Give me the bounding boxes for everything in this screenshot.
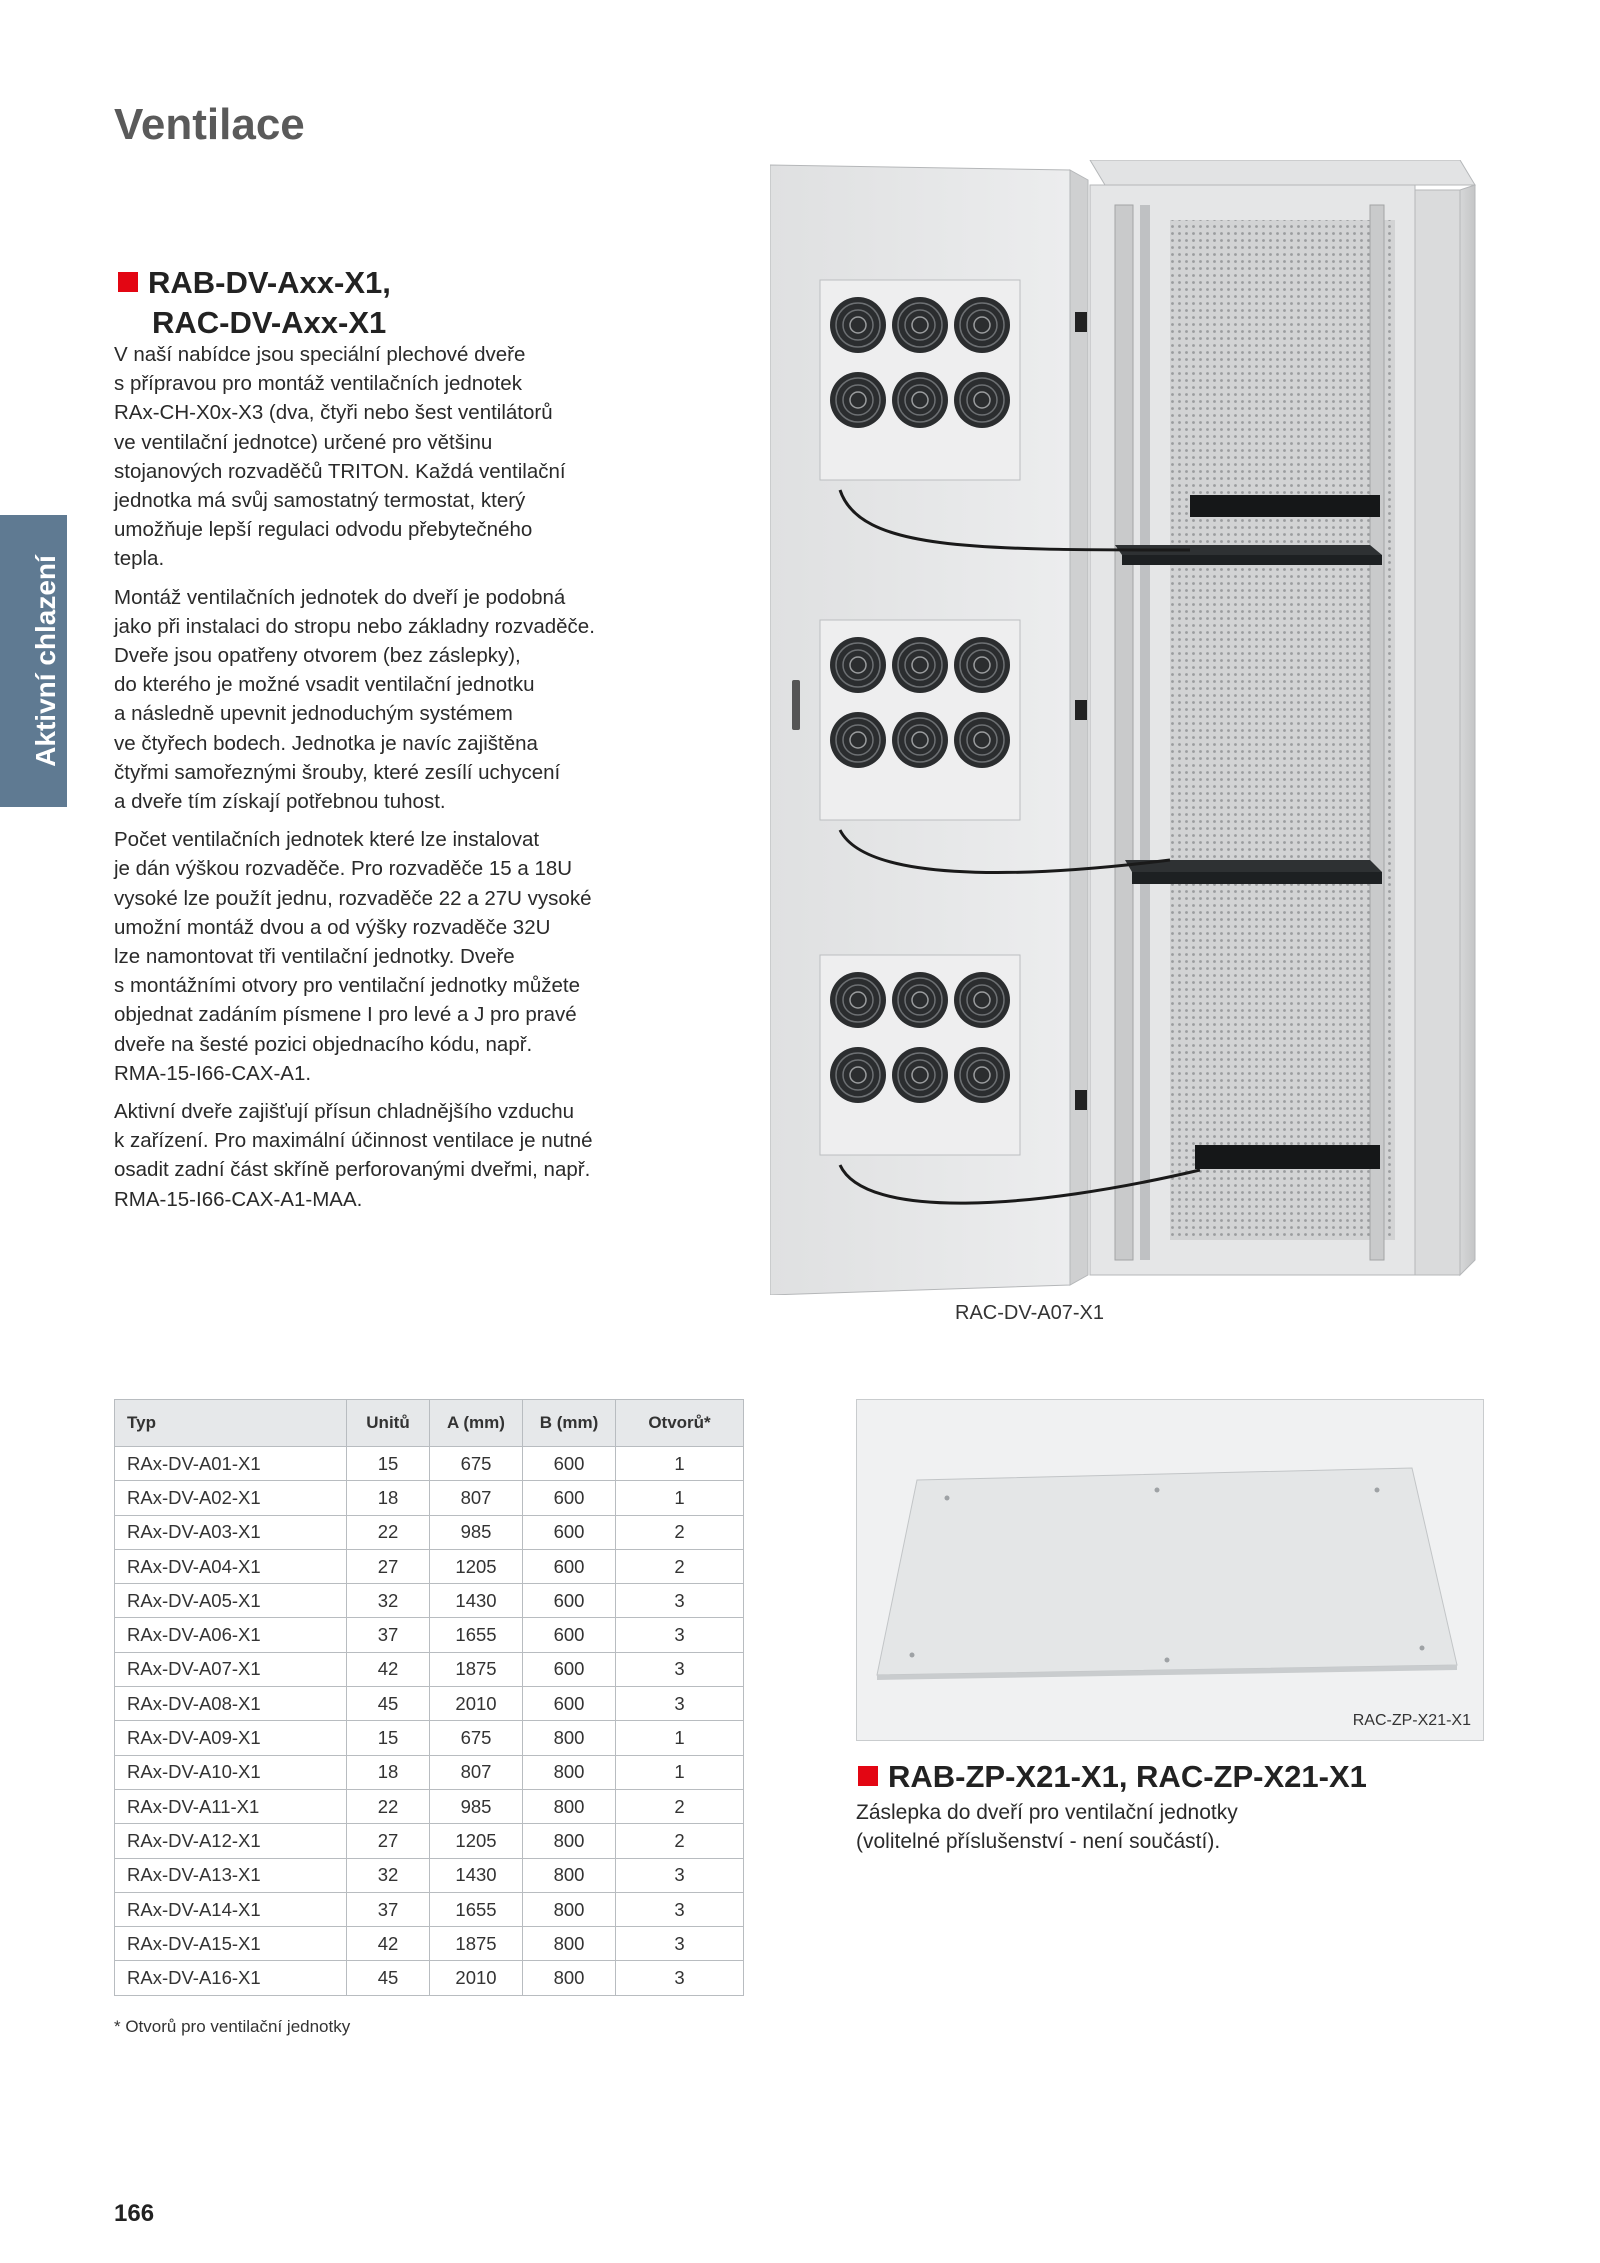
table-cell: RAx-DV-A13-X1 bbox=[115, 1858, 347, 1892]
table-cell: RAx-DV-A06-X1 bbox=[115, 1618, 347, 1652]
paragraph: V naší nabídce jsou speciální plechové dveře s přípravou pro montáž ventilačních jednotek RAx-CH-X0x-X3 (dva, čtyři nebo šest ventilátorů ve ventilační jednotce) určené pro většinu stojanových rozvaděčů TRITON. Každá ventilační jednotka má svůj samostatný termostat, který umožňuje lepší regulaci odvodu přebytečného tepla. bbox=[114, 343, 566, 571]
table-cell: 800 bbox=[523, 1961, 616, 1995]
fan-icon bbox=[954, 1047, 1010, 1103]
table-cell: RAx-DV-A01-X1 bbox=[115, 1447, 347, 1481]
table-cell: 37 bbox=[347, 1618, 430, 1652]
col-header: Typ bbox=[115, 1400, 347, 1447]
fan-icon bbox=[892, 712, 948, 768]
paragraph: Aktivní dveře zajišťují přísun chladnějšího vzduchu k zařízení. Pro maximální účinnost ventilace je nutné osadit zadní část skříně perforovanými dveřmi, např. RMA-15-I66-CAX-A1-MAA. bbox=[114, 1100, 593, 1211]
table-row bbox=[115, 1755, 744, 1789]
table-cell: 985 bbox=[430, 1789, 523, 1823]
blank-plate-heading bbox=[858, 1759, 1367, 1795]
table-cell: 27 bbox=[347, 1824, 430, 1858]
table-cell: 2 bbox=[616, 1789, 744, 1823]
body-text bbox=[114, 340, 654, 1223]
table-row bbox=[115, 1858, 744, 1892]
fan-icon bbox=[830, 972, 886, 1028]
table-cell: 42 bbox=[347, 1927, 430, 1961]
table-row bbox=[115, 1652, 744, 1686]
table-row bbox=[115, 1824, 744, 1858]
section-heading bbox=[118, 263, 391, 343]
table-cell: 45 bbox=[347, 1961, 430, 1995]
fan-icon bbox=[892, 297, 948, 353]
fan-icon bbox=[954, 637, 1010, 693]
red-square-bullet bbox=[118, 272, 138, 292]
table-cell: 800 bbox=[523, 1721, 616, 1755]
fan-icon bbox=[954, 297, 1010, 353]
table-row bbox=[115, 1618, 744, 1652]
table-row bbox=[115, 1927, 744, 1961]
table-cell: RAx-DV-A05-X1 bbox=[115, 1584, 347, 1618]
fan-icon bbox=[830, 712, 886, 768]
blank-plate-heading-text: RAB-ZP-X21-X1, RAC-ZP-X21-X1 bbox=[888, 1759, 1367, 1794]
section-heading-line2: RAC-DV-Axx-X1 bbox=[152, 305, 387, 340]
table-cell: 3 bbox=[616, 1927, 744, 1961]
table-cell: 600 bbox=[523, 1618, 616, 1652]
table-cell: 800 bbox=[523, 1789, 616, 1823]
col-header: B (mm) bbox=[523, 1400, 616, 1447]
table-row bbox=[115, 1584, 744, 1618]
table-cell: 3 bbox=[616, 1687, 744, 1721]
table-cell: 600 bbox=[523, 1652, 616, 1686]
table-cell: 3 bbox=[616, 1618, 744, 1652]
paragraph: Montáž ventilačních jednotek do dveří je podobná jako při instalaci do stropu nebo základny rozvaděče. Dveře jsou opatřeny otvorem (bez záslepky), do kterého je možné vsadit ventilační jednotku a následně upevnit jednoduchým systémem ve čtyřech bodech. Jednotka je navíc zajištěna čtyřmi samořeznými šrouby, které zesílí uchycení a dveře tím získají potřebnou tuhost. bbox=[114, 585, 595, 814]
table-cell: 2 bbox=[616, 1515, 744, 1549]
table-cell: 42 bbox=[347, 1652, 430, 1686]
table-cell: 800 bbox=[523, 1892, 616, 1926]
paragraph: Počet ventilačních jednotek které lze instalovat je dán výškou rozvaděče. Pro rozvaděče 15 a 18U vysoké lze použít jednu, rozvaděče 22 a 27U vysoké umožní montáž dvou a od výšky rozvaděče 32U lze namontovat tři ventilační jednotky. Dveře s montážními otvory pro ventilační jednotky můžete objednat zadáním písmene I pro levé a J pro pravé dveře na šesté pozici objednacího kódu, např. RMA-15-I66-CAX-A1. bbox=[114, 828, 592, 1085]
fan-icon bbox=[954, 372, 1010, 428]
table-cell: 600 bbox=[523, 1447, 616, 1481]
table-cell: 32 bbox=[347, 1584, 430, 1618]
page-number: 166 bbox=[114, 2200, 155, 2227]
table-cell: 1430 bbox=[430, 1584, 523, 1618]
table-cell: 3 bbox=[616, 1892, 744, 1926]
table-cell: 18 bbox=[347, 1755, 430, 1789]
table-cell: 807 bbox=[430, 1755, 523, 1789]
table-cell: 807 bbox=[430, 1481, 523, 1515]
table-cell: 22 bbox=[347, 1515, 430, 1549]
table-cell: 1 bbox=[616, 1755, 744, 1789]
table-row bbox=[115, 1515, 744, 1549]
table-cell: 15 bbox=[347, 1447, 430, 1481]
blank-plate-image bbox=[856, 1399, 1484, 1741]
side-tab-label: Aktivní chlazení bbox=[30, 555, 61, 767]
table-cell: 800 bbox=[523, 1755, 616, 1789]
table-cell: 985 bbox=[430, 1515, 523, 1549]
footnote: * Otvorů pro ventilační jednotky bbox=[114, 2017, 351, 2036]
table-cell: RAx-DV-A16-X1 bbox=[115, 1961, 347, 1995]
fan-icon bbox=[954, 972, 1010, 1028]
table-cell: RAx-DV-A02-X1 bbox=[115, 1481, 347, 1515]
table-cell: 3 bbox=[616, 1858, 744, 1892]
fan-icon bbox=[830, 297, 886, 353]
table-row bbox=[115, 1687, 744, 1721]
table-cell: 27 bbox=[347, 1549, 430, 1583]
fan-icon bbox=[830, 372, 886, 428]
table-cell: 1205 bbox=[430, 1549, 523, 1583]
table-cell: 1655 bbox=[430, 1618, 523, 1652]
section-heading-line1: RAB-DV-Axx-X1, bbox=[148, 265, 391, 300]
table-cell: RAx-DV-A09-X1 bbox=[115, 1721, 347, 1755]
table-cell: 1 bbox=[616, 1721, 744, 1755]
table-cell: 600 bbox=[523, 1549, 616, 1583]
table-cell: 600 bbox=[523, 1687, 616, 1721]
table-cell: 1430 bbox=[430, 1858, 523, 1892]
table-cell: 1 bbox=[616, 1447, 744, 1481]
table-cell: 600 bbox=[523, 1584, 616, 1618]
table-cell: 32 bbox=[347, 1858, 430, 1892]
table-cell: 800 bbox=[523, 1824, 616, 1858]
table-row bbox=[115, 1721, 744, 1755]
table-cell: 1655 bbox=[430, 1892, 523, 1926]
table-row bbox=[115, 1892, 744, 1926]
table-cell: 800 bbox=[523, 1858, 616, 1892]
table-cell: 18 bbox=[347, 1481, 430, 1515]
table-cell: 1205 bbox=[430, 1824, 523, 1858]
blank-plate-caption: RAC-ZP-X21-X1 bbox=[1352, 1712, 1471, 1729]
table-cell: RAx-DV-A11-X1 bbox=[115, 1789, 347, 1823]
table-cell: RAx-DV-A15-X1 bbox=[115, 1927, 347, 1961]
cabinet-caption: RAC-DV-A07-X1 bbox=[955, 1302, 1104, 1324]
cabinet-image bbox=[770, 160, 1490, 1295]
spec-table bbox=[114, 1399, 744, 1996]
table-cell: RAx-DV-A03-X1 bbox=[115, 1515, 347, 1549]
table-cell: RAx-DV-A07-X1 bbox=[115, 1652, 347, 1686]
fan-icon bbox=[892, 637, 948, 693]
table-cell: 675 bbox=[430, 1721, 523, 1755]
fan-icon bbox=[892, 372, 948, 428]
table-cell: 675 bbox=[430, 1447, 523, 1481]
table-cell: 3 bbox=[616, 1961, 744, 1995]
table-cell: RAx-DV-A08-X1 bbox=[115, 1687, 347, 1721]
table-cell: 2010 bbox=[430, 1961, 523, 1995]
table-row bbox=[115, 1549, 744, 1583]
table-cell: 1 bbox=[616, 1481, 744, 1515]
blank-plate-description: Záslepka do dveří pro ventilační jednotky (volitelné příslušenství - není součástí). bbox=[856, 1801, 1238, 1853]
col-header: Otvorů* bbox=[616, 1400, 744, 1447]
table-cell: 2 bbox=[616, 1824, 744, 1858]
table-cell: 45 bbox=[347, 1687, 430, 1721]
table-cell: 37 bbox=[347, 1892, 430, 1926]
table-cell: 2010 bbox=[430, 1687, 523, 1721]
fan-icon bbox=[892, 1047, 948, 1103]
col-header: Unitů bbox=[347, 1400, 430, 1447]
table-cell: 800 bbox=[523, 1927, 616, 1961]
table-row bbox=[115, 1789, 744, 1823]
table-row bbox=[115, 1961, 744, 1995]
fan-icon bbox=[830, 1047, 886, 1103]
table-cell: 1875 bbox=[430, 1652, 523, 1686]
table-cell: 3 bbox=[616, 1584, 744, 1618]
blank-plate-drawing bbox=[857, 1400, 1483, 1740]
col-header: A (mm) bbox=[430, 1400, 523, 1447]
table-cell: 2 bbox=[616, 1549, 744, 1583]
fan-icon bbox=[954, 712, 1010, 768]
table-cell: 600 bbox=[523, 1481, 616, 1515]
table-cell: 600 bbox=[523, 1515, 616, 1549]
table-cell: RAx-DV-A04-X1 bbox=[115, 1549, 347, 1583]
table-cell: 15 bbox=[347, 1721, 430, 1755]
fan-icon bbox=[892, 972, 948, 1028]
page-title: Ventilace bbox=[114, 100, 305, 149]
table-cell: 3 bbox=[616, 1652, 744, 1686]
table-cell: RAx-DV-A12-X1 bbox=[115, 1824, 347, 1858]
table-cell: 22 bbox=[347, 1789, 430, 1823]
fan-icon bbox=[830, 637, 886, 693]
table-row bbox=[115, 1447, 744, 1481]
table-row bbox=[115, 1481, 744, 1515]
table-header-row bbox=[115, 1400, 744, 1447]
table-cell: RAx-DV-A10-X1 bbox=[115, 1755, 347, 1789]
red-square-bullet bbox=[858, 1766, 878, 1786]
table-cell: 1875 bbox=[430, 1927, 523, 1961]
table-cell: RAx-DV-A14-X1 bbox=[115, 1892, 347, 1926]
